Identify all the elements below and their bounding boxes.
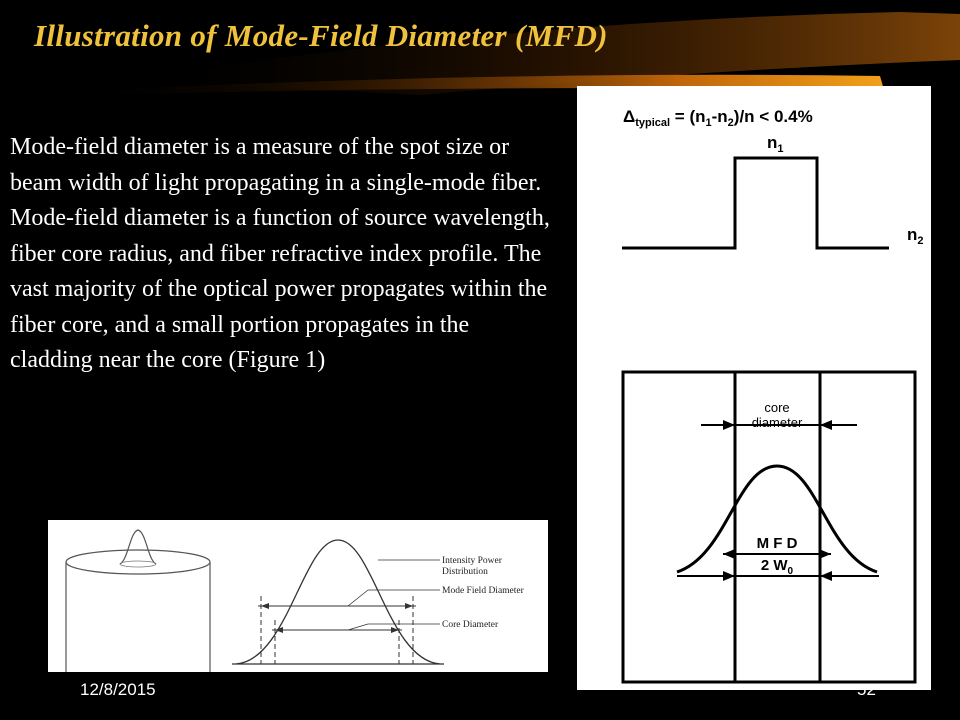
core-label-line2: diameter [751, 415, 803, 430]
footer-date: 12/8/2015 [80, 680, 156, 699]
intensity-curve [236, 540, 440, 664]
mfd-label: M F D [756, 535, 798, 552]
label-intensity-line2: Distribution [442, 567, 488, 577]
label-mode-field-diameter: Mode Field Diameter [442, 586, 524, 596]
index-profile-diagram [577, 86, 931, 690]
two-w0-label: 2 $W_0$ [760, 557, 794, 577]
body-paragraph: Mode-field diameter is a measure of the spot size or beam width of light propagating in a single-mode fiber. Mode-field diameter is a function of source wavelength, fiber core radius, and fiber refractive index profile. The vast majority of the optical power propagates within the fiber core, and a small portion propagates in the cladding near the core (Figure 1) [10, 134, 550, 373]
footer-page-number: 52 [857, 680, 876, 699]
label-intensity-line1: Intensity Power [442, 556, 502, 566]
slide-title: Illustration of Mode-Field Diameter (MFD) [34, 18, 608, 53]
label-core-diameter: Core Diameter [442, 620, 499, 630]
intensity-distribution-diagram [48, 520, 548, 672]
fiber-cylinder-top [66, 550, 210, 574]
mode-peak-on-fiber [120, 530, 156, 564]
core-label-line1: core [764, 400, 790, 415]
delta-formula: $\Delta_{typical} = (n_1-n_2)/n < 0.4\%$ [623, 107, 813, 129]
n1-label: $n_1$ [767, 133, 784, 155]
n2-label: $n_2$ [907, 225, 924, 247]
intensity-distribution-figure [48, 520, 548, 672]
mfd-index-profile-figure [577, 86, 931, 690]
step-index-profile [622, 158, 889, 248]
